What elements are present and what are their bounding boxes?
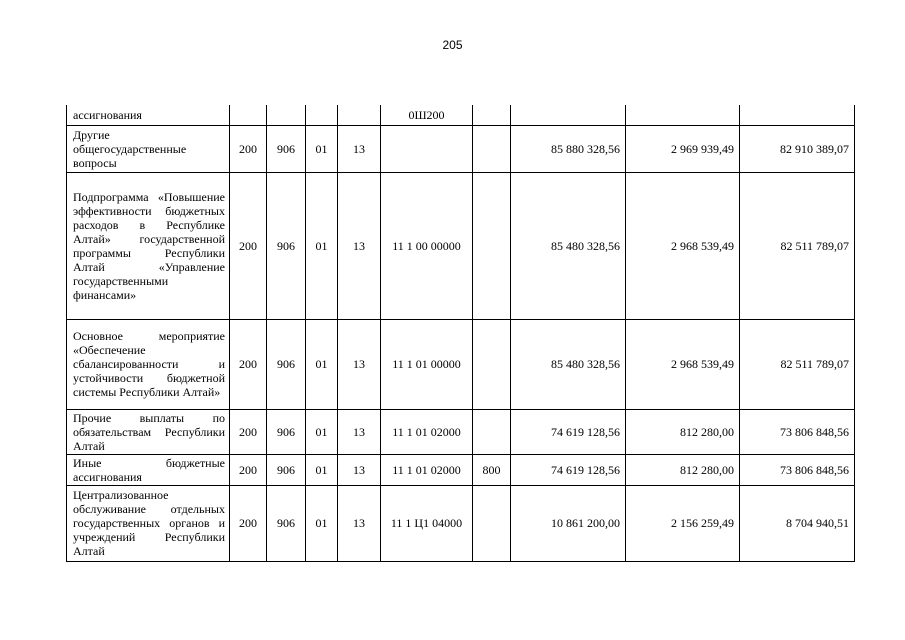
code-section: 01 [306, 172, 338, 319]
sum-plan [511, 105, 626, 125]
sum-executed: 2 156 259,49 [626, 485, 740, 561]
code-subsection: 13 [338, 454, 381, 485]
code-admin: 200 [230, 409, 267, 454]
row-name: Подпрограмма «Повышение эффективности бюджетных расходов в Республике Алтай» государственной программы Республики Алтай «Управление государственными финансами» [67, 172, 230, 319]
sum-plan: 85 880 328,56 [511, 125, 626, 172]
code-admin [230, 105, 267, 125]
table-row [67, 409, 855, 454]
code-ministry: 906 [267, 319, 306, 409]
code-subsection: 13 [338, 319, 381, 409]
sum-remaining: 82 910 389,07 [740, 125, 855, 172]
table-row [67, 454, 855, 485]
sum-remaining: 82 511 789,07 [740, 319, 855, 409]
code-subsection: 13 [338, 125, 381, 172]
table-row [67, 485, 855, 561]
sum-executed [626, 105, 740, 125]
sum-remaining: 8 704 940,51 [740, 485, 855, 561]
code-subsection: 13 [338, 172, 381, 319]
expense-type [473, 105, 511, 125]
target-article: 0Ш200 [381, 105, 473, 125]
sum-remaining [740, 105, 855, 125]
sum-plan: 74 619 128,56 [511, 409, 626, 454]
code-section [306, 105, 338, 125]
code-subsection: 13 [338, 485, 381, 561]
code-section: 01 [306, 409, 338, 454]
code-subsection: 13 [338, 409, 381, 454]
table-row [67, 105, 855, 125]
target-article: 11 1 01 02000 [381, 409, 473, 454]
row-name: Иные бюджетные ассигнования [67, 454, 230, 485]
target-article: 11 1 00 00000 [381, 172, 473, 319]
sum-remaining: 73 806 848,56 [740, 454, 855, 485]
target-article: 11 1 01 02000 [381, 454, 473, 485]
code-admin: 200 [230, 485, 267, 561]
page-number: 205 [442, 38, 463, 52]
expense-type: 800 [473, 454, 511, 485]
code-section: 01 [306, 319, 338, 409]
code-admin: 200 [230, 319, 267, 409]
expense-type [473, 172, 511, 319]
row-name: Прочие выплаты по обязательствам Республики Алтай [67, 409, 230, 454]
sum-plan: 85 480 328,56 [511, 172, 626, 319]
table-row [67, 319, 855, 409]
code-admin: 200 [230, 125, 267, 172]
sum-executed: 2 969 939,49 [626, 125, 740, 172]
code-ministry: 906 [267, 409, 306, 454]
expense-type [473, 485, 511, 561]
sum-executed: 2 968 539,49 [626, 319, 740, 409]
code-section: 01 [306, 485, 338, 561]
code-ministry: 906 [267, 485, 306, 561]
sum-plan: 74 619 128,56 [511, 454, 626, 485]
row-name: ассигнования [67, 105, 230, 125]
table-row [67, 172, 855, 319]
sum-plan: 85 480 328,56 [511, 319, 626, 409]
sum-remaining: 82 511 789,07 [740, 172, 855, 319]
code-section: 01 [306, 125, 338, 172]
sum-remaining: 73 806 848,56 [740, 409, 855, 454]
code-ministry: 906 [267, 454, 306, 485]
code-admin: 200 [230, 454, 267, 485]
target-article: 11 1 01 00000 [381, 319, 473, 409]
budget-table [66, 105, 855, 562]
sum-executed: 2 968 539,49 [626, 172, 740, 319]
table-row [67, 125, 855, 172]
expense-type [473, 409, 511, 454]
row-name: Основное мероприятие «Обеспечение сбалансированности и устойчивости бюджетной системы Республики Алтай» [67, 319, 230, 409]
sum-plan: 10 861 200,00 [511, 485, 626, 561]
code-ministry: 906 [267, 125, 306, 172]
code-admin: 200 [230, 172, 267, 319]
sum-executed: 812 280,00 [626, 454, 740, 485]
target-article: 11 1 Ц1 04000 [381, 485, 473, 561]
code-section: 01 [306, 454, 338, 485]
code-subsection [338, 105, 381, 125]
row-name: Другие общегосударственные вопросы [67, 125, 230, 172]
sum-executed: 812 280,00 [626, 409, 740, 454]
expense-type [473, 319, 511, 409]
row-name: Централизованное обслуживание отдельных государственных органов и учреждений Республики Алтай [67, 485, 230, 561]
target-article [381, 125, 473, 172]
expense-type [473, 125, 511, 172]
code-ministry: 906 [267, 172, 306, 319]
code-ministry [267, 105, 306, 125]
